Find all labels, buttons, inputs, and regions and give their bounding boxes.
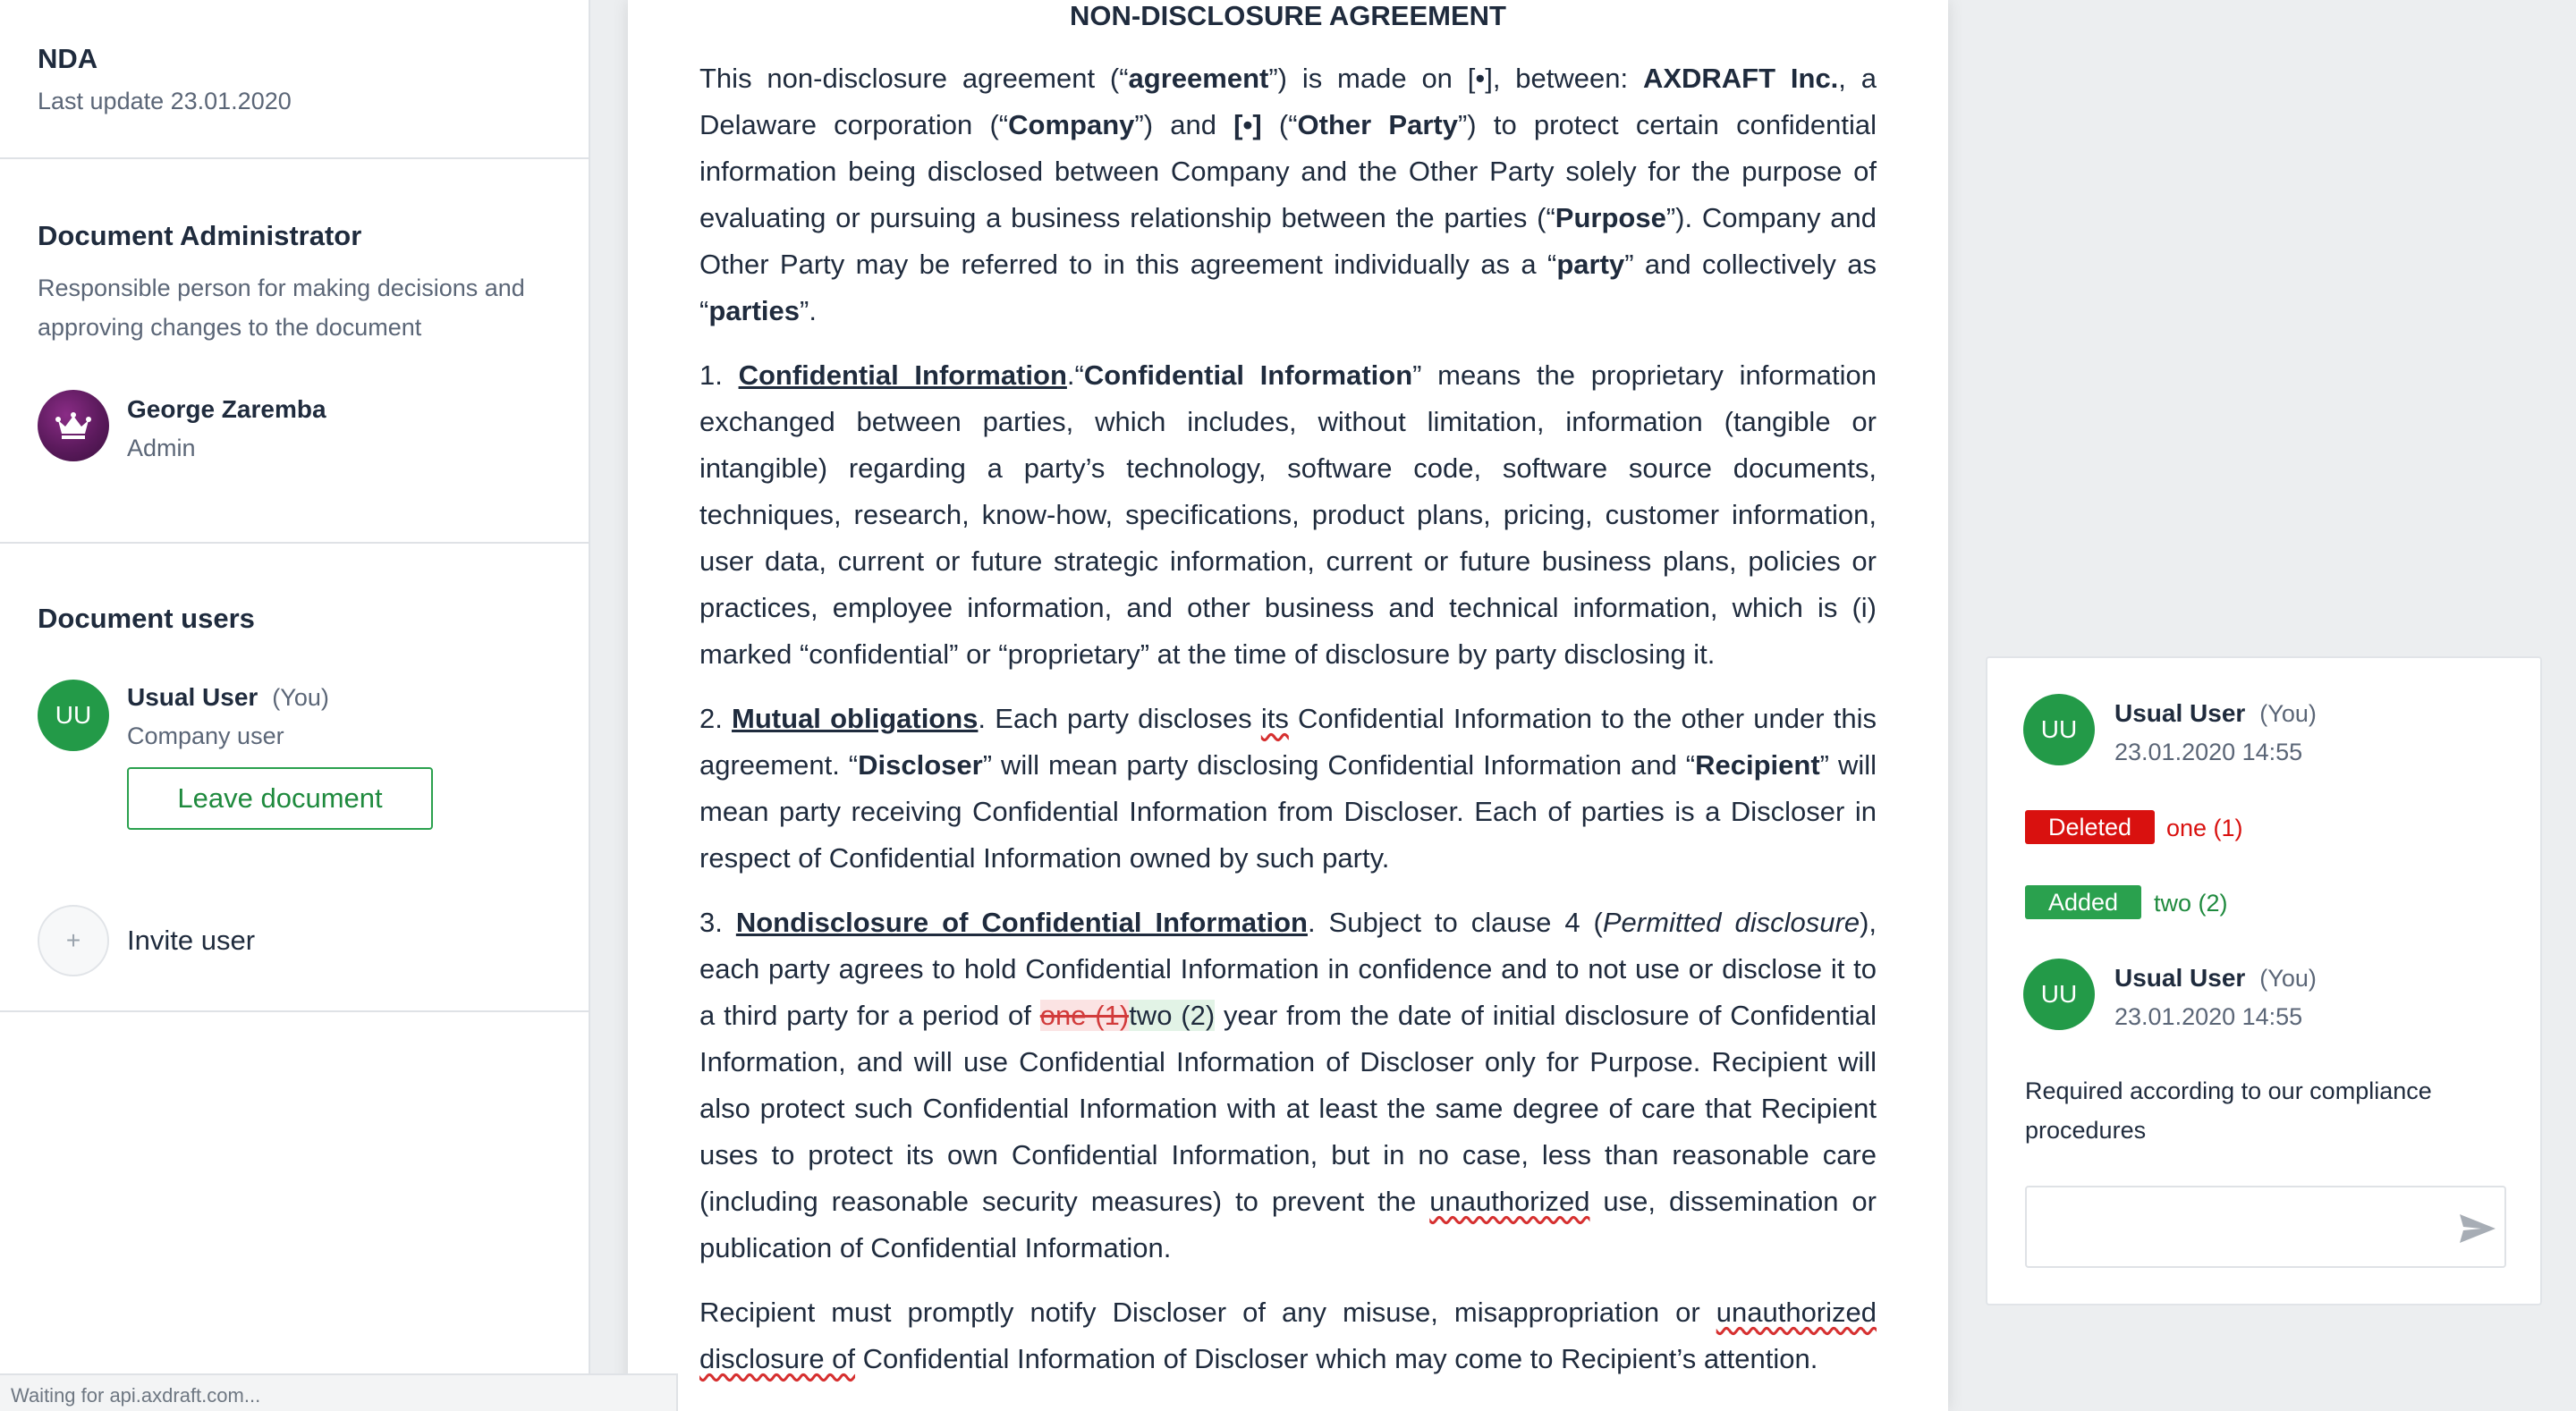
defined-term: Confidential Information (1083, 359, 1413, 391)
agreement-title: NON-DISCLOSURE AGREEMENT (1070, 0, 1506, 31)
commenter-avatar: UU (2023, 694, 2095, 765)
commenter-name-text: Usual User (2114, 699, 2246, 727)
send-icon[interactable] (2458, 1212, 2497, 1245)
text: ” and collectively as “ (699, 249, 1877, 326)
comment-text: Required according to our compliance procedures (2025, 1077, 2432, 1144)
clause-title: Nondisclosure of Confidential Information (735, 907, 1308, 938)
text: Confidential Information of Discloser which may come to Recipient’s attention. (855, 1343, 1818, 1374)
spelling-flag[interactable]: its (1260, 703, 1289, 734)
text: . Subject to clause 4 ( (1307, 907, 1603, 938)
deleted-value: one (1) (2166, 815, 2243, 841)
text: .“ (1066, 359, 1084, 391)
crown-icon (55, 411, 91, 440)
text: This non-disclosure agreement (“ (699, 63, 1129, 94)
defined-term: Company (1008, 109, 1135, 140)
user-role: Company user (127, 722, 284, 749)
clause-2 (699, 696, 1877, 882)
spelling-flag[interactable]: unauthorized (1716, 1297, 1877, 1328)
document-administrator-section (0, 159, 589, 544)
text: use, dissemination or publication of Confidential Information. (699, 1186, 1877, 1263)
you-tag: (You) (272, 684, 329, 711)
document-info (0, 0, 589, 159)
user-avatar: UU (38, 680, 109, 751)
clause-reference: Permitted disclosure (1602, 907, 1860, 938)
last-update-text: Last update 23.01.2020 (38, 88, 292, 114)
added-badge: Added (2025, 885, 2141, 919)
you-tag: (You) (2259, 965, 2317, 992)
user-name-text: Usual User (127, 683, 258, 711)
document-title: NDA (38, 43, 98, 74)
leave-document-button[interactable]: Leave document (127, 767, 433, 830)
admin-avatar (38, 390, 109, 461)
browser-status-bar: Waiting for api.axdraft.com... (0, 1373, 678, 1411)
defined-term: Purpose (1555, 202, 1666, 233)
added-value: two (2) (2154, 890, 2228, 917)
text: . Each party discloses (978, 703, 1261, 734)
spelling-flag[interactable]: unauthorized (1429, 1186, 1590, 1217)
defined-term: agreement (1128, 63, 1269, 94)
clause-3 (699, 900, 1877, 1272)
notification-paragraph (699, 1289, 1877, 1382)
defined-term: Recipient (1695, 749, 1820, 781)
you-tag: (You) (2259, 700, 2317, 727)
text: year from the date of initial disclosure of Confidential Information, and will use Confidential Information of Discloser only for Purpose. Recipient will also protect such Confidential Information with at least the same degree of care that Recipient uses to protect its own Confidential Information, but in no case, less than reasonable care (including reasonable security measures) to prevent the (699, 1000, 1877, 1217)
document-users-section (0, 544, 589, 1012)
users-heading: Document users (38, 603, 255, 634)
comment-timestamp: 23.01.2020 14:55 (2114, 739, 2303, 765)
text: ” means the proprietary information exchanged between parties, which includes, without limitation, information (tangible or intangible) regarding a party’s technology, software code, software source documents, techniques, research, know-how, specifications, product plans, pricing, customer information, user data, current or future strategic information, current or future business plans, policies or practices, employee information, and other business and technical information, which is (i) marked “confidential” or “proprietary” at the time of disclosure by party disclosing it. (699, 359, 1877, 670)
admin-description: Responsible person for making decisions and approving changes to the document (38, 275, 525, 341)
commenter-avatar: UU (2023, 959, 2095, 1030)
text: ” will mean party receiving Confidential Information from Discloser. Each of parties is a Discloser in respect of Confidential Information owned by such party. (699, 749, 1877, 874)
clause-number: 2. (699, 703, 733, 734)
text: ”). Company and Other Party may be referred to in this agreement individually as a “ (699, 202, 1877, 280)
clause-title: Mutual obligations (732, 703, 979, 734)
text: ”) and (1134, 109, 1234, 140)
text: ”. (800, 295, 817, 326)
spelling-flag[interactable]: disclosure of (699, 1343, 856, 1374)
deleted-badge: Deleted (2025, 810, 2155, 844)
invite-user-link[interactable]: Invite user (127, 925, 256, 956)
user-name (127, 683, 329, 712)
text: Confidential Information to the other under this agreement. “ (699, 703, 1877, 781)
clause-1 (699, 352, 1877, 678)
text: (“ (1261, 109, 1298, 140)
tracked-addition[interactable]: two (2) (1129, 1000, 1216, 1031)
commenter-name-text: Usual User (2114, 964, 2246, 992)
text: ), each party agrees to hold Confidential Information in confidence and to not use or disclose it to a third party for a period of (699, 907, 1877, 1031)
text: Recipient must promptly notify Discloser of any misuse, misappropriation or (699, 1297, 1716, 1328)
comment-input[interactable] (2025, 1186, 2506, 1268)
defined-term: parties (708, 295, 800, 326)
defined-term: Other Party (1297, 109, 1458, 140)
text: ”) to protect certain confidential information being disclosed between Company and the Other Party solely for the purpose of evaluating or pursuing a business relationship between the parties (“ (699, 109, 1877, 233)
clause-number: 3. (699, 907, 736, 938)
sidebar (0, 0, 590, 1411)
commenter-name (2114, 964, 2317, 993)
text: ” will mean party disclosing Confidential Information and “ (982, 749, 1696, 781)
change-comment-panel (1986, 656, 2542, 1305)
tracked-deletion[interactable]: one (1) (1039, 1000, 1130, 1031)
defined-term: party (1556, 249, 1625, 280)
admin-role: Admin (127, 435, 196, 461)
intro-paragraph (699, 55, 1877, 334)
admin-name: George Zaremba (127, 395, 326, 423)
company-name: AXDRAFT Inc. (1642, 63, 1839, 94)
clause-title: Confidential Information (738, 359, 1067, 391)
document-page (628, 0, 1948, 1411)
clause-number: 1. (699, 359, 739, 391)
defined-term: Discloser (858, 749, 983, 781)
comment-timestamp: 23.01.2020 14:55 (2114, 1003, 2303, 1030)
commenter-name (2114, 699, 2317, 728)
admin-heading: Document Administrator (38, 220, 362, 251)
document-body[interactable] (699, 55, 1877, 1400)
placeholder-field[interactable]: [•] (1233, 109, 1262, 140)
text: ”) is made on [•], between: (1268, 63, 1643, 94)
text: , a Delaware corporation (“ (699, 63, 1877, 140)
invite-user-plus-icon[interactable]: + (38, 905, 109, 976)
